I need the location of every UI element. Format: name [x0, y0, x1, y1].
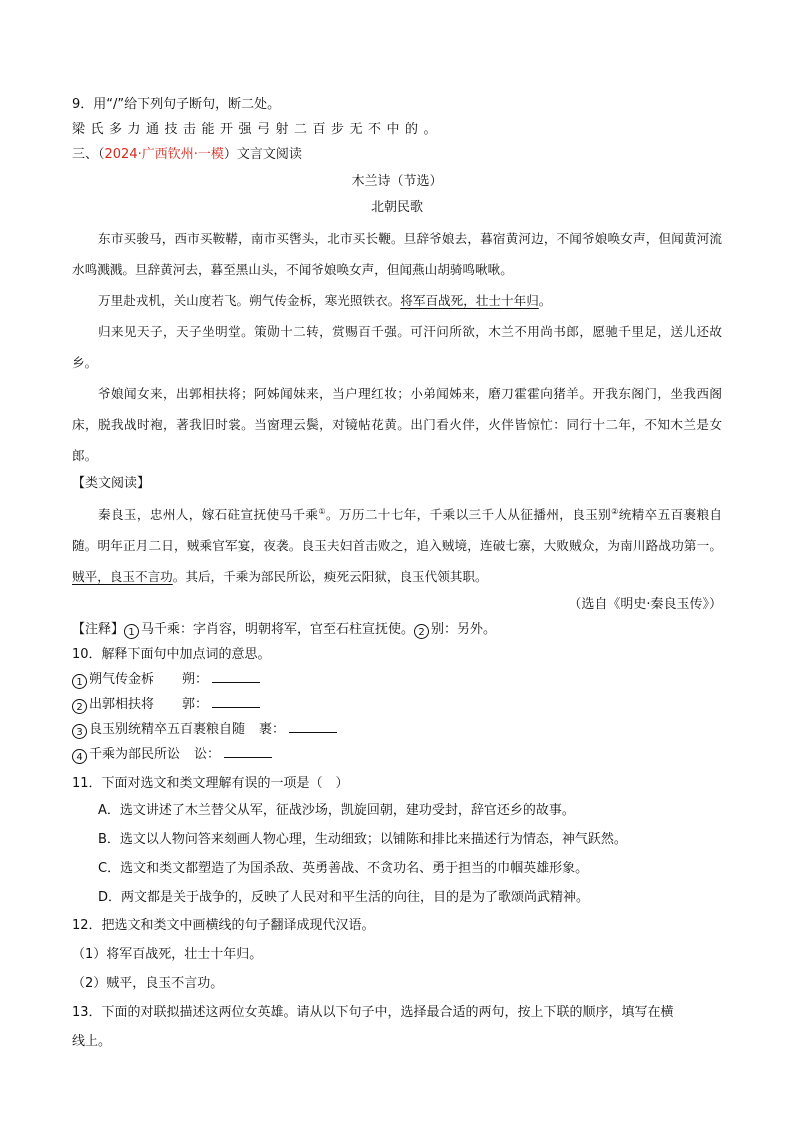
related-paragraph	[72, 496, 722, 592]
q10-item-4	[72, 742, 722, 767]
q10-answer-blank-1[interactable]	[212, 668, 260, 683]
note-1-text: 马千乘：字肖容，明朝将军，官至石柱宣抚使。	[141, 622, 415, 638]
poem-p2-end: 。	[538, 293, 552, 308]
q10-item-1-phrase: 朔气传金柝	[89, 672, 155, 688]
q10-item-2-phrase: 出郭相扶将	[89, 697, 155, 713]
related-p1-b: 。万历二十七年，千乘以三千人从征播州，良玉别	[325, 507, 612, 523]
section3-heading	[72, 142, 722, 167]
related-p1-c: 统精卒五百裹粮自随。明年正月二日，贼乘官军宴，夜袭。良玉夫妇首击败之，追入贼境，连破七寨，大败贼众，为南川路战功第一。	[72, 507, 723, 554]
q12-prompt: 12．把选文和类文中画横线的句子翻译成现代汉语。	[72, 918, 375, 934]
q10-item-1-word: 朔：	[182, 672, 209, 688]
q10-item-3-mark: 3	[72, 724, 87, 739]
poem-title: 木兰诗（节选）	[351, 174, 443, 189]
q11-option-a[interactable]: A．选文讲述了木兰替父从军，征战沙场，凯旋回朝，建功受封，辞官还乡的故事。	[98, 803, 575, 819]
citation: （选自《明史·秦良玉传》）	[568, 597, 722, 613]
q9-prompt: 9．用“/”给下列句子断句，断二处。	[72, 97, 281, 112]
q10-item-4-phrase: 千乘为部民所讼	[89, 747, 181, 763]
note-mark-1: ①	[318, 507, 326, 516]
q10-item-2-mark: 2	[72, 699, 87, 714]
q10-item-3-word: 裹：	[259, 722, 286, 738]
q10-answer-blank-3[interactable]	[289, 718, 337, 733]
poem-paragraph-4: 爷娘闻女来，出郭相扶将；阿姊闻妹来，当户理红妆；小弟闻姊来，磨刀霍霍向猪羊。开我东阁门，坐我西阁床，脱我战时袍，著我旧时裳。当窗理云鬓，对镜帖花黄。出门看火伴，火伴皆惊忙：同行十二年，不知木兰是女郎。	[72, 386, 722, 463]
related-p1-a: 秦良玉，忠州人，嫁石砫宣抚使马千乘	[98, 507, 319, 523]
related-heading: 【类文阅读】	[72, 476, 151, 491]
q11-option-b[interactable]: B．选文以人物问答来刻画人物心理，生动细致；以铺陈和排比来描述行为情态，神气跃然。	[98, 832, 627, 848]
poem-author: 北朝民歌	[370, 200, 423, 215]
section3-prefix: 三、（	[72, 147, 105, 162]
notes-label: 【注释】	[72, 622, 125, 638]
q10-answer-blank-4[interactable]	[224, 743, 272, 758]
note-2-text: 别：另外。	[431, 622, 497, 638]
q12-item-2: （2）贼平，良玉不言功。	[72, 976, 224, 992]
q10-item-3-phrase: 良玉别统精卒五百裹粮自随	[89, 722, 246, 738]
q10-item-4-word: 讼：	[194, 747, 221, 763]
q10-item-1-mark: 1	[72, 674, 87, 689]
q11-prompt: 11．下面对选文和类文理解有误的一项是（ ）	[72, 776, 349, 792]
section3-source: 2024·广西钦州·一模	[104, 147, 224, 162]
note-2-mark: 2	[414, 624, 429, 639]
q12-item-1: （1）将军百战死，壮士十年归。	[72, 947, 263, 963]
q10-item-4-mark: 4	[72, 749, 87, 764]
q13-line-1: 13．下面的对联拟描述这两位女英雄。请从以下句子中，选择最合适的两句，按上下联的顺序，填写在横	[72, 1005, 674, 1021]
q10-answer-blank-2[interactable]	[212, 693, 260, 708]
poem-underlined-sentence: 将军百战死，壮士十年归	[400, 293, 539, 308]
note-1-mark: 1	[124, 624, 139, 639]
q10-item-3	[72, 717, 722, 742]
note-mark-2: ②	[611, 507, 619, 516]
q10-item-1	[72, 667, 722, 692]
q11-option-d[interactable]: D．两文都是关于战争的，反映了人民对和平生活的向往，目的是为了歌颂尚武精神。	[98, 890, 590, 906]
poem-paragraph-1: 东市买骏马，西市买鞍鞯，南市买辔头，北市买长鞭。旦辞爷娘去，暮宿黄河边，不闻爷娘唤女声，但闻黄河流水鸣溅溅。旦辞黄河去，暮至黑山头，不闻爷娘唤女声，但闻燕山胡骑鸣啾啾。	[72, 231, 722, 277]
notes-line	[72, 617, 722, 642]
q13-line-2: 线上。	[72, 1034, 112, 1050]
section3-suffix: ）文言文阅读	[223, 147, 302, 162]
q10-item-2	[72, 692, 722, 717]
related-p1-d: 。其后，千乘为部民所讼，瘐死云阳狱，良玉代领其职。	[172, 569, 488, 585]
q10-item-2-word: 郭：	[182, 697, 209, 713]
q9-sentence: 梁氏多力通技击能开强弓射二百步无不中的。	[72, 122, 443, 137]
poem-p2-lead: 万里赴戎机，关山度若飞。朔气传金柝，寒光照铁衣。	[98, 293, 401, 308]
related-underlined-sentence: 贼平，良玉不言功	[72, 569, 173, 585]
poem-paragraph-3: 归来见天子，天子坐明堂。策勋十二转，赏赐百千强。可汗问所欲，木兰不用尚书郎，愿驰千里足，送儿还故乡。	[72, 324, 722, 370]
q10-prompt: 10．解释下面句中加点词的意思。	[72, 647, 271, 663]
poem-paragraph-2	[72, 285, 722, 316]
q11-option-c[interactable]: C．选文和类文都塑造了为国杀敌、英勇善战、不贪功名、勇于担当的巾帼英雄形象。	[98, 861, 589, 877]
